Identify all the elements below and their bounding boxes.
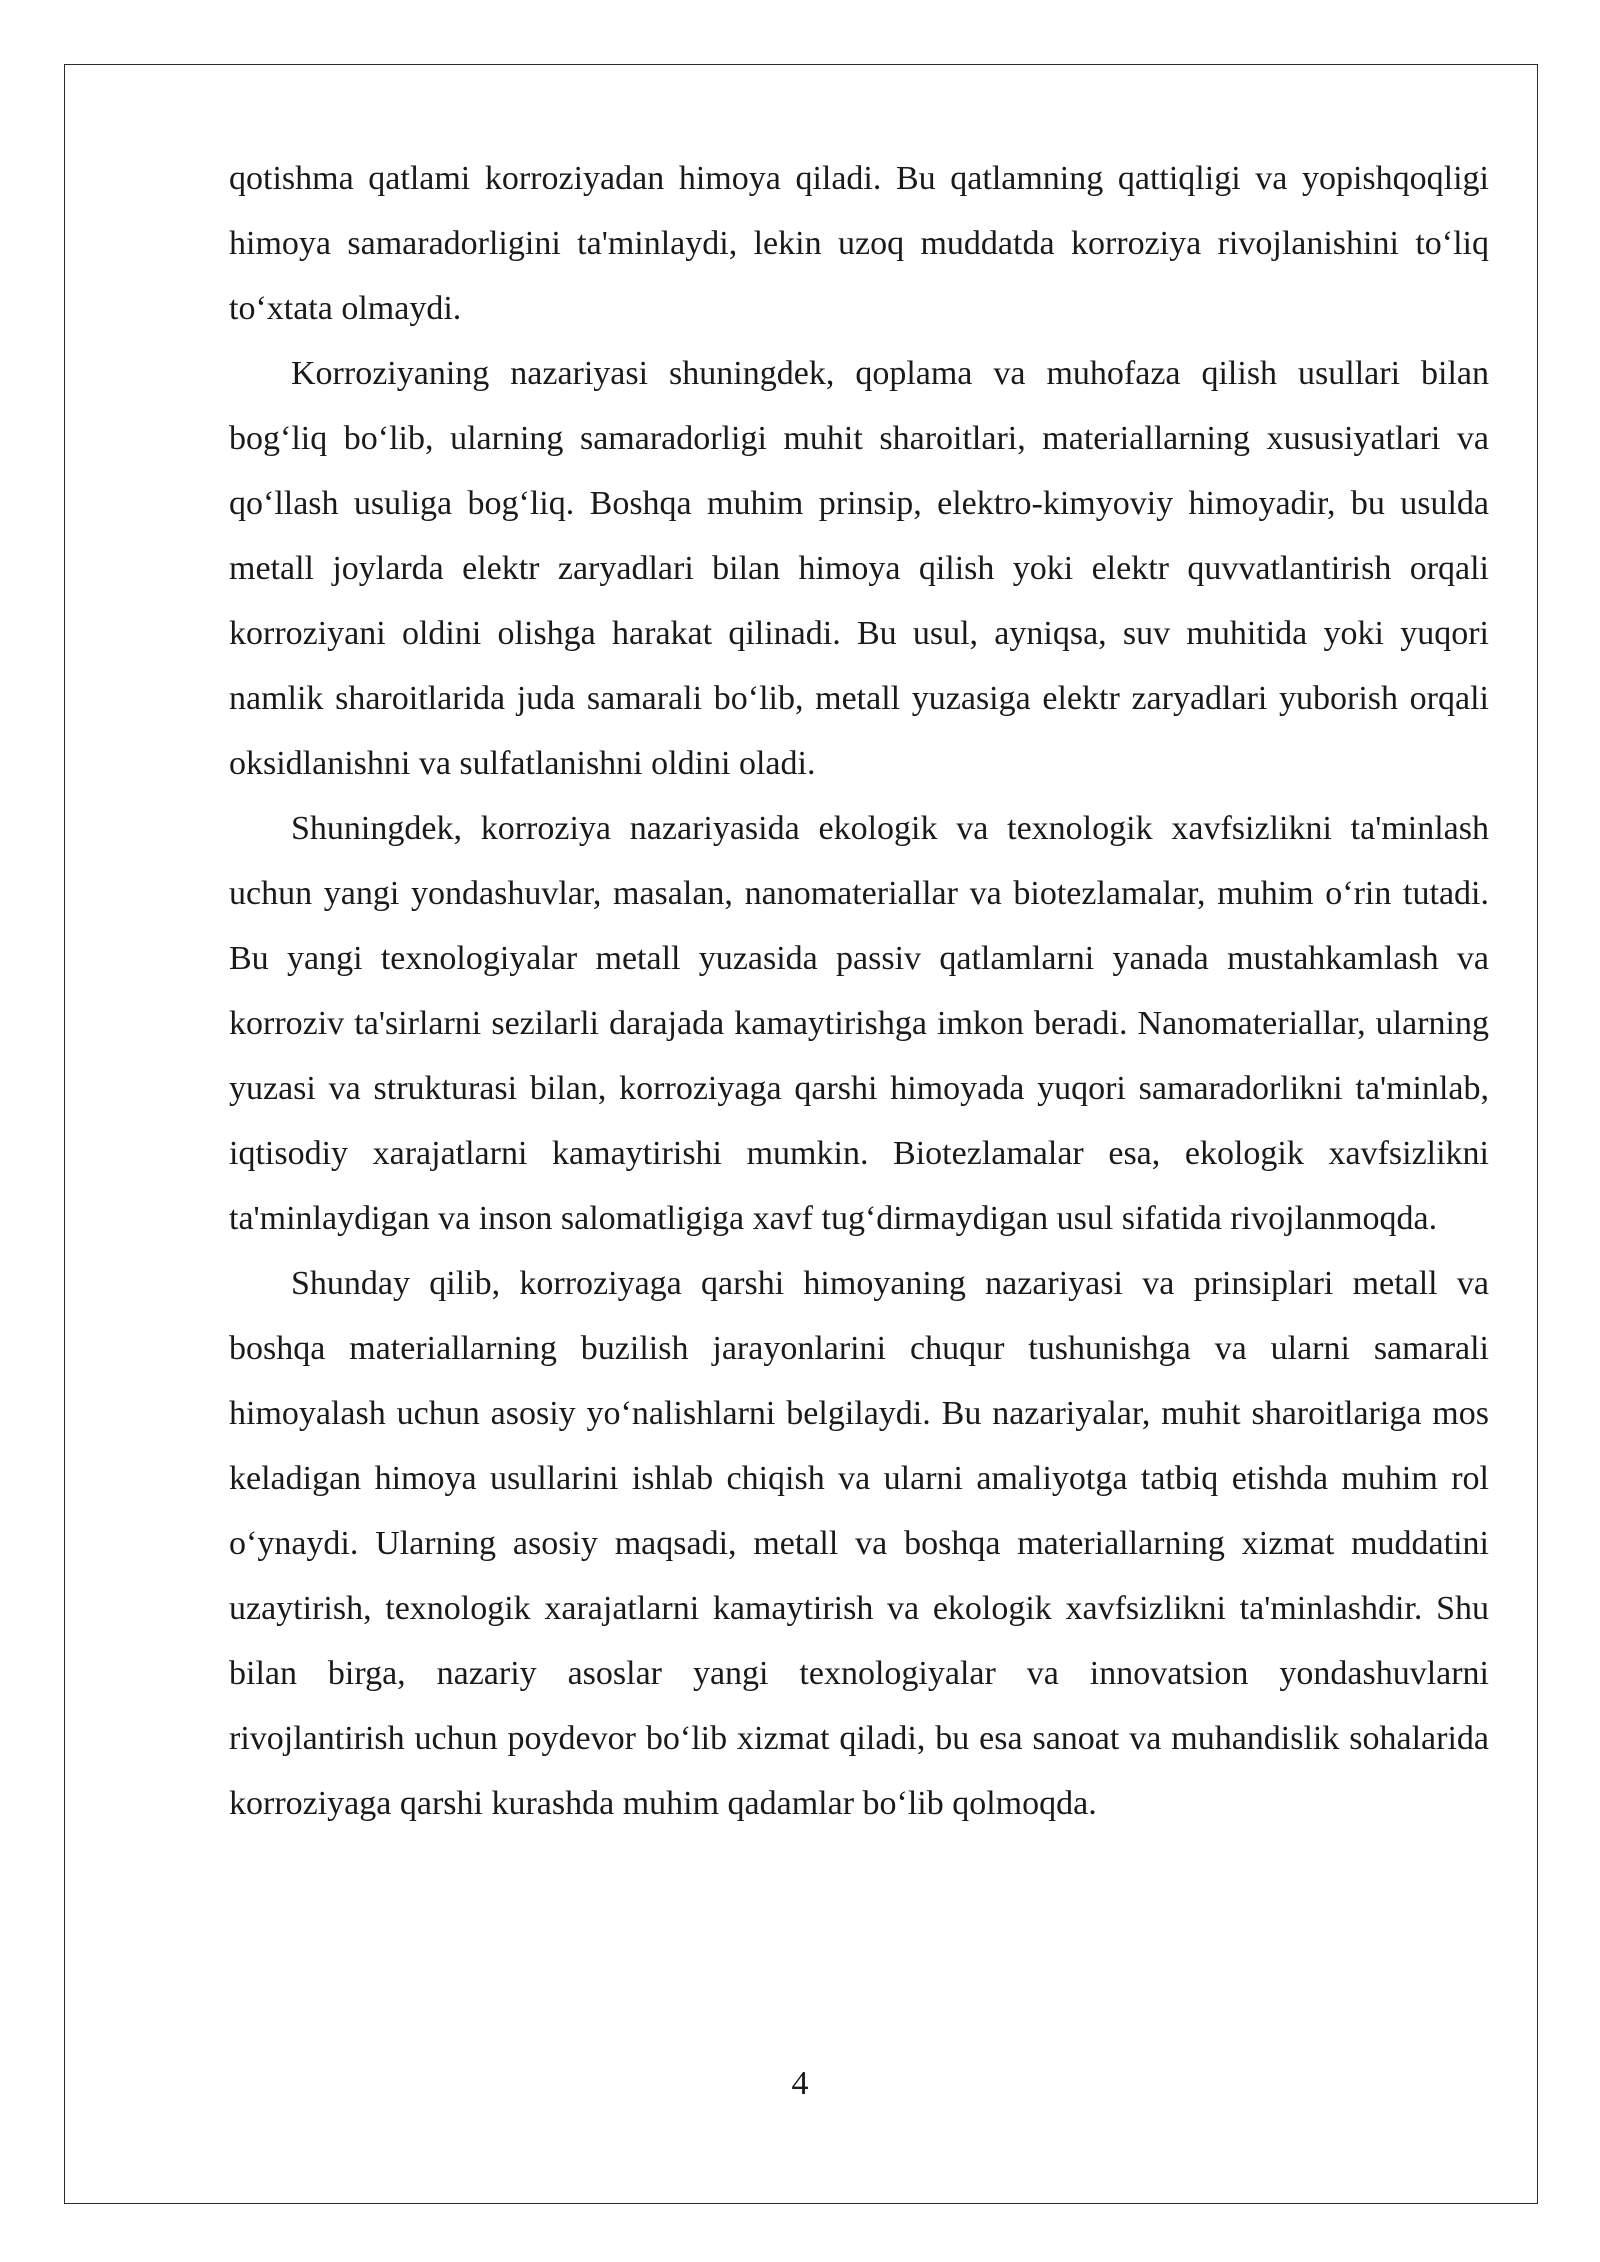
document-body bbox=[229, 146, 1489, 1836]
paragraph: Shunday qilib, korroziyaga qarshi himoyaning nazariyasi va prinsiplari metall va boshqa materiallarning buzilish jarayonlarini chuqur tushunishga va ularni samarali himoyalash uchun asosiy yo‘nalishlarni belgilaydi. Bu nazariyalar, muhit sharoitlariga mos keladigan himoya usullarini ishlab chiqish va ularni amaliyotga tatbiq etishda muhim rol o‘ynaydi. Ularning asosiy maqsadi, metall va boshqa materiallarning xizmat muddatini uzaytirish, texnologik xarajatlarni kamaytirish va ekologik xavfsizlikni ta'minlashdir. Shu bilan birga, nazariy asoslar yangi texnologiyalar va innovatsion yondashuvlarni rivojlantirish uchun poydevor bo‘lib xizmat qiladi, bu esa sanoat va muhandislik sohalarida korroziyaga qarshi kurashda muhim qadamlar bo‘lib qolmoqda. bbox=[229, 1265, 1489, 1822]
paragraph-continuation: qotishma qatlami korroziyadan himoya qiladi. Bu qatlamning qattiqligi va yopishqoqligi himoya samaradorligini ta'minlaydi, lekin uzoq muddatda korroziya rivojlanishini to‘liq to‘xtata olmaydi. bbox=[229, 160, 1489, 327]
page-number: 4 bbox=[791, 2065, 809, 2102]
paragraph: Korroziyaning nazariyasi shuningdek, qoplama va muhofaza qilish usullari bilan bog‘liq bo‘lib, ularning samaradorligi muhit sharoitlari, materiallarning xususiyatlari va qo‘llash usuliga bog‘liq. Boshqa muhim prinsip, elektro-kimyoviy himoyadir, bu usulda metall joylarda elektr zaryadlari bilan himoya qilish yoki elektr quvvatlantirish orqali korroziyani oldini olishga harakat qilinadi. Bu usul, ayniqsa, suv muhitida yoki yuqori namlik sharoitlarida juda samarali bo‘lib, metall yuzasiga elektr zaryadlari yuborish orqali oksidlanishni va sulfatlanishni oldini oladi. bbox=[229, 355, 1489, 782]
paragraph: Shuningdek, korroziya nazariyasida ekologik va texnologik xavfsizlikni ta'minlash uchun yangi yondashuvlar, masalan, nanomateriallar va biotezlamalar, muhim o‘rin tutadi. Bu yangi texnologiyalar metall yuzasida passiv qatlamlarni yanada mustahkamlash va korroziv ta'sirlarni sezilarli darajada kamaytirishga imkon beradi. Nanomateriallar, ularning yuzasi va strukturasi bilan, korroziyaga qarshi himoyada yuqori samaradorlikni ta'minlab, iqtisodiy xarajatlarni kamaytirishi mumkin. Biotezlamalar esa, ekologik xavfsizlikni ta'minlaydigan va inson salomatligiga xavf tug‘dirmaydigan usul sifatida rivojlanmoqda. bbox=[229, 810, 1489, 1237]
